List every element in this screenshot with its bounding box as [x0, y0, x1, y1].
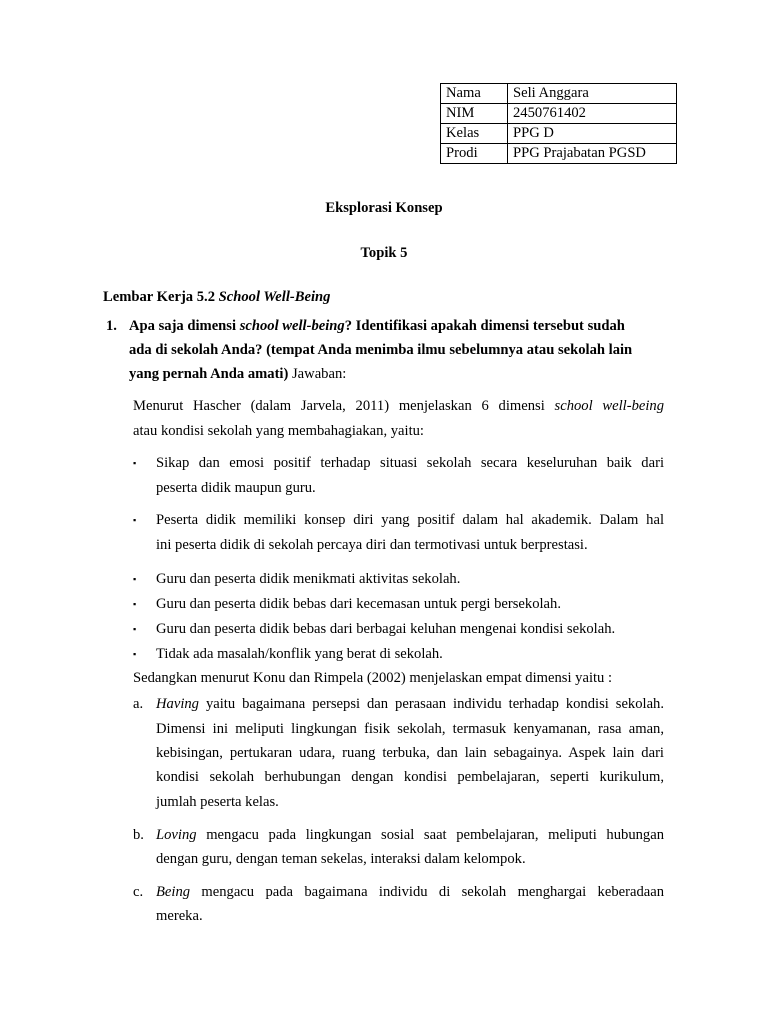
list-item: Guru dan peserta didik menikmati aktivitas sekolah.	[156, 571, 461, 587]
worksheet-label: Lembar Kerja 5.2	[103, 289, 215, 305]
question-line-2: ada di sekolah Anda? (tempat Anda menimba ilmu sebelumnya atau sekolah lain	[129, 342, 633, 358]
list-item: Guru dan peserta didik bebas dari kecemasan untuk pergi bersekolah.	[156, 596, 561, 612]
dimension-line	[156, 696, 664, 713]
list-item: Guru dan peserta didik bebas dari berbagai keluhan mengenai kondisi sekolah.	[156, 621, 616, 637]
worksheet-label-italic: School Well-Being	[218, 289, 331, 305]
intro-italic-term: school well-being	[554, 398, 664, 414]
class-label: Kelas	[441, 124, 508, 144]
list-item: Peserta didik memiliki konsep diri yang positif dalam hal akademik. Dalam hal	[156, 512, 664, 528]
student-identity-table	[440, 83, 677, 164]
name-label: Nama	[441, 84, 508, 104]
list-item: Tidak ada masalah/konflik yang berat di sekolah.	[156, 646, 443, 662]
list-item: Sikap dan emosi positif terhadap situasi sekolah secara keseluruhan baik dari	[156, 455, 664, 471]
nim-label: NIM	[441, 104, 508, 124]
bullet-icon: ▪	[133, 515, 137, 525]
dimension-line: kondisi sekolah berhubungan dengan kondisi pembelajaran, seperti kurikulum,	[156, 769, 664, 785]
list-letter: a.	[133, 696, 144, 712]
program-value: PPG Prajabatan PGSD	[508, 144, 677, 164]
table-row	[441, 144, 677, 164]
table-row	[441, 124, 677, 144]
dimension-line: jumlah peserta kelas.	[156, 794, 279, 810]
dimension-line	[156, 884, 664, 901]
bullet-icon: ▪	[133, 458, 137, 468]
page-title: Eksplorasi Konsep	[325, 200, 443, 216]
dimension-line: dengan guru, dengan teman sekelas, interaksi dalam kelompok.	[156, 851, 526, 867]
list-item-continued: ini peserta didik di sekolah percaya diri dan termotivasi untuk berprestasi.	[156, 537, 588, 553]
answer-label: Jawaban:	[292, 366, 347, 382]
dimension-line: mereka.	[156, 908, 203, 924]
intro-line-1	[133, 398, 664, 415]
dimension-line: kebisingan, pertukaran udara, ruang terbuka, dan lain sebagainya. Aspek lain dari	[156, 745, 664, 761]
table-row	[441, 84, 677, 104]
list-letter: c.	[133, 884, 144, 900]
name-value: Seli Anggara	[508, 84, 677, 104]
nim-value: 2450761402	[508, 104, 677, 124]
question-text: Apa saja dimensi	[129, 318, 237, 334]
bullet-icon: ▪	[133, 624, 137, 634]
konu-paragraph: Sedangkan menurut Konu dan Rimpela (2002) menjelaskan empat dimensi yaitu :	[133, 670, 613, 686]
dimension-text: mengacu pada bagaimana individu di sekolah menghargai keberadaan	[201, 884, 664, 900]
dimension-text: yaitu bagaimana persepsi dan perasaan individu terhadap kondisi sekolah.	[205, 696, 664, 712]
dimension-line	[156, 827, 664, 844]
dimension-text: mengacu pada lingkungan sosial saat pembelajaran, meliputi hubungan	[206, 827, 664, 843]
list-letter: b.	[133, 827, 144, 843]
question-italic-term: school well-being	[239, 318, 345, 334]
dimension-term: Loving	[156, 827, 197, 843]
program-label: Prodi	[441, 144, 508, 164]
worksheet-heading	[103, 289, 330, 306]
bullet-icon: ▪	[133, 649, 137, 659]
page-subtitle: Topik 5	[360, 245, 408, 261]
bullet-icon: ▪	[133, 574, 137, 584]
dimension-line: Dimensi ini meliputi lingkungan fisik sekolah, termasuk kenyamanan, rasa aman,	[156, 721, 664, 737]
intro-text: Menurut Hascher (dalam Jarvela, 2011) menjelaskan 6 dimensi	[133, 398, 545, 414]
question-text: ? Identifikasi apakah dimensi tersebut sudah	[344, 318, 625, 334]
question-number: 1.	[106, 318, 117, 334]
class-value: PPG D	[508, 124, 677, 144]
intro-line-2: atau kondisi sekolah yang membahagiakan, yaitu:	[133, 423, 424, 439]
table-row	[441, 104, 677, 124]
question-line-1	[129, 318, 625, 335]
bullet-icon: ▪	[133, 599, 137, 609]
dimension-term: Having	[156, 696, 199, 712]
list-item-continued: peserta didik maupun guru.	[156, 480, 316, 496]
question-text: yang pernah Anda amati)	[129, 366, 289, 382]
dimension-term: Being	[156, 884, 191, 900]
question-line-3	[129, 366, 346, 383]
